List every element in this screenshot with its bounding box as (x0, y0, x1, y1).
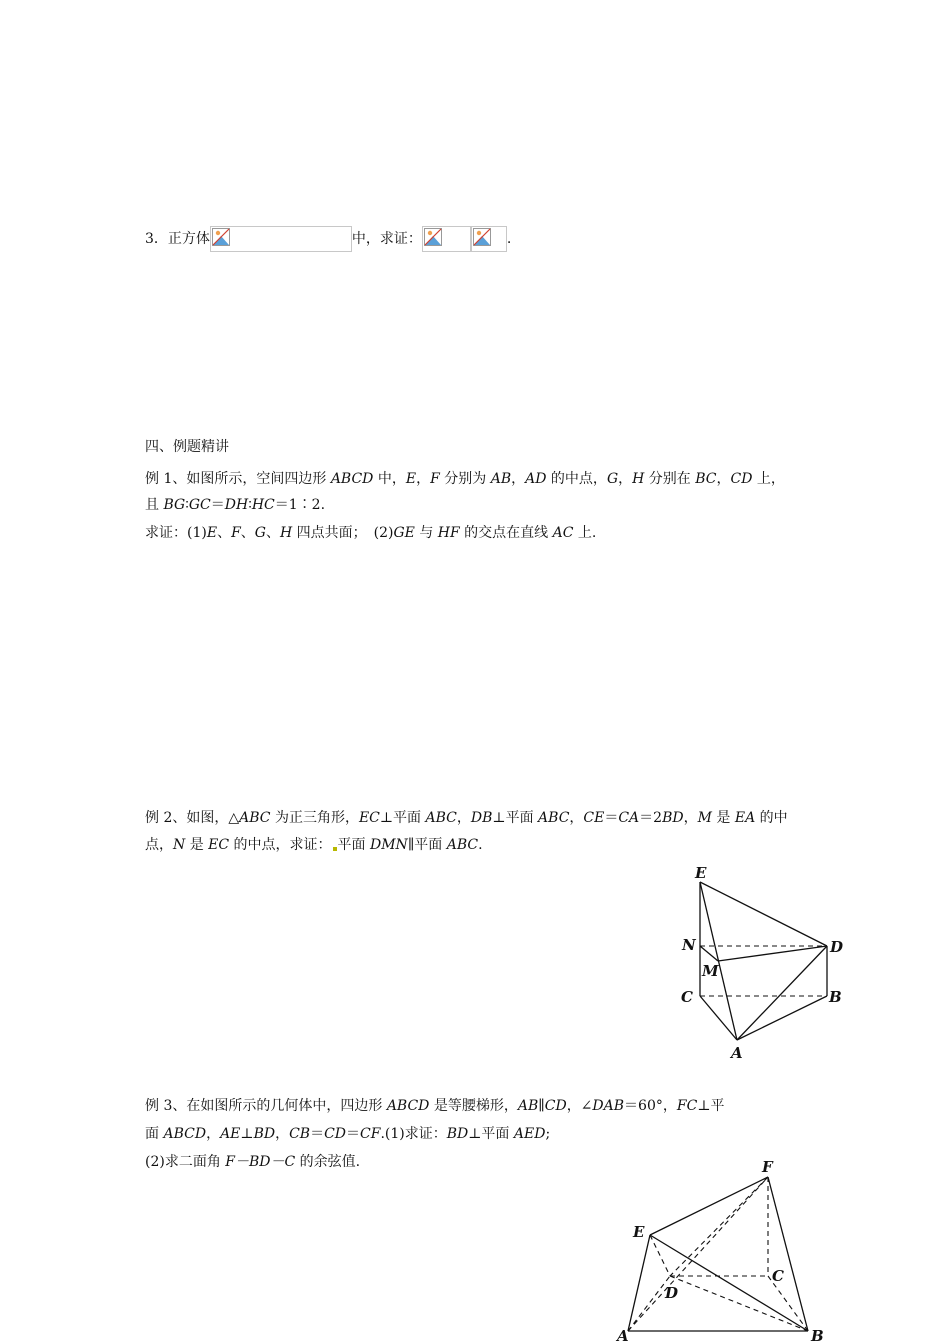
label-E: E (633, 1223, 645, 1241)
label-A: A (731, 1044, 743, 1062)
label-D: D (830, 938, 844, 956)
label-B: B (829, 988, 842, 1006)
question-3 (145, 226, 511, 252)
anchor-marker (333, 847, 337, 851)
label-A: A (617, 1327, 629, 1344)
broken-image-formula-1 (210, 226, 352, 252)
label-F: F (762, 1158, 773, 1176)
q3-mid: 中，求证： (351, 231, 422, 247)
broken-image-icon (424, 228, 442, 246)
broken-image-formula-3 (471, 226, 507, 252)
example-2-figure (670, 860, 860, 1065)
q3-prefix: 3．正方体 (145, 231, 210, 247)
label-M: M (702, 962, 719, 980)
label-C: C (681, 988, 693, 1006)
broken-image-icon (473, 228, 491, 246)
example-3-line-2: 面 ABCD，AE⊥BD，CB＝CD＝CF.(1)求证：BD⊥平面 AED; (145, 1126, 551, 1142)
label-B: B (811, 1327, 824, 1344)
example-3-line-1: 例 3、在如图所示的几何体中，四边形 ABCD 是等腰梯形，AB∥CD，∠DAB＝60°，FC⊥平 (145, 1098, 725, 1114)
label-D: D (665, 1284, 679, 1302)
label-N: N (682, 936, 696, 954)
q3-suffix: . (506, 231, 512, 247)
label-C: C (772, 1267, 784, 1285)
example-3-figure (605, 1155, 845, 1344)
example-2-line-2: 点，N 是 EC 的中点，求证： 平面 DMN∥平面 ABC. (145, 837, 483, 853)
example-1-line-3: 求证：(1)E、F、G、H 四点共面； (2)GE 与 HF 的交点在直线 AC 上. (145, 525, 597, 541)
example-1-line-1: 例 1、如图所示，空间四边形 ABCD 中，E，F 分别为 AB，AD 的中点，G，H 分别在 BC，CD 上， (145, 471, 785, 487)
broken-image-icon (212, 228, 230, 246)
section-4-title: 四、例题精讲 (145, 439, 229, 455)
label-E: E (695, 864, 707, 882)
example-2-line-1: 例 2、如图，△ABC 为正三角形，EC⊥平面 ABC，DB⊥平面 ABC，CE＝CA＝2BD，M 是 EA 的中 (145, 810, 788, 826)
example-1-line-2: 且 BG∶GC＝DH∶HC＝1∶2. (145, 497, 326, 513)
broken-image-formula-2 (422, 226, 471, 252)
example-3-line-3: (2)求二面角 F－BD－C 的余弦值. (145, 1154, 361, 1170)
